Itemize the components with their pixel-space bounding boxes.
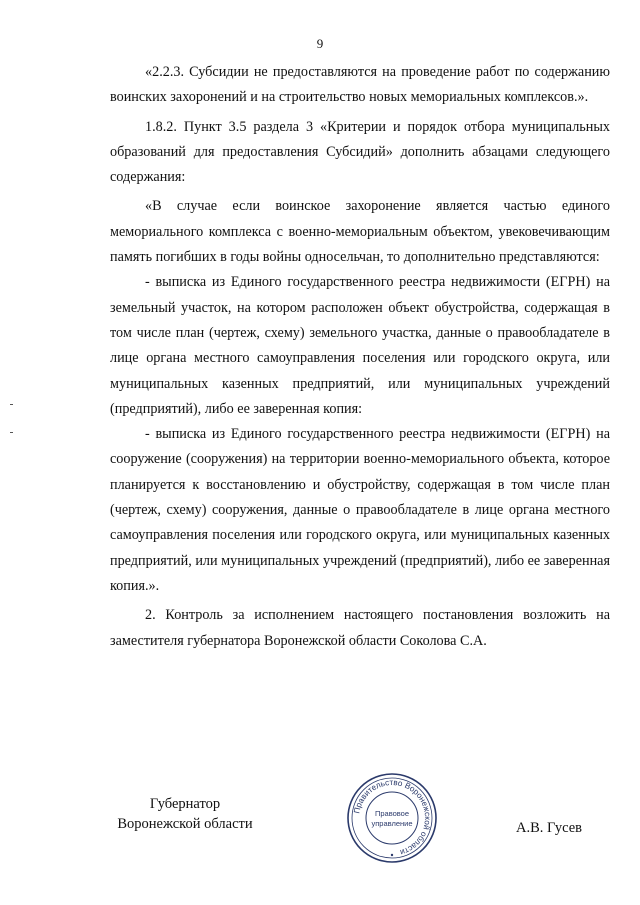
paragraph-memorial-complex: «В случае если воинское захоронение является частью единого мемориального комплекса с военно-мемориальным объектом, увековечивающим память погибших в годы войны односельчан, то дополнительно представляются: [110, 198, 610, 266]
page-number: 9 [316, 36, 324, 51]
signatory-title [110, 794, 260, 834]
paragraph-egrn-land: - выписка из Единого государственного реестра недвижимости (ЕГРН) на земельный участок, на котором расположен объект обустройства, содержащая в том числе план (чертеж, схему) земельного участка, данные о правообладателе в лице органа местного самоуправления поселения или городского округа, или муниципальных казенных предприятий, или муниципальных учреждений (предприятий), либо ее заверенная копия: [110, 274, 610, 417]
stamp-center-line: управление [371, 819, 413, 828]
document-body [110, 60, 610, 654]
stamp-ring-text: Правительство Воронежской области [352, 777, 433, 857]
signatory-title-line: Воронежской области [117, 816, 253, 832]
scan-mark [10, 432, 13, 433]
signature-block [0, 794, 640, 894]
paragraph-control: 2. Контроль за исполнением настоящего постановления возложить на заместителя губернатора Воронежской области Соколова С.А. [110, 607, 610, 649]
scan-mark [10, 404, 13, 405]
stamp-center-ring [366, 792, 418, 844]
paragraph-subsidy-exclusion: «2.2.3. Субсидии не предоставляются на проведение работ по содержанию воинских захоронений и на строительство новых мемориальных комплексов.». [110, 64, 610, 106]
stamp-center-line: Правовое [374, 809, 410, 818]
signatory-title-line: Губернатор [149, 796, 221, 812]
signatory-name: А.В. Гусев [516, 820, 582, 836]
paragraph-amendment-3-5: 1.8.2. Пункт 3.5 раздела 3 «Критерии и порядок отбора муниципальных образований для предоставления Субсидий» дополнить абзацами следующего содержания: [110, 118, 610, 186]
official-stamp [346, 772, 438, 864]
stamp-outer-ring [348, 774, 436, 862]
stamp-star-icon [391, 854, 393, 856]
paragraph-egrn-structure: - выписка из Единого государственного реестра недвижимости (ЕГРН) на сооружение (сооружения) на территории военно-мемориального объекта, которое планируется к восстановлению и обустройству, содержащая в том числе план (чертеж, схему) сооружения, данные о правообладателе в лице органа местного самоуправления поселения или городского округа, или муниципальных казенных предприятий, или муниципальных учреждений (предприятий), либо ее заверенная копия.». [110, 426, 610, 594]
